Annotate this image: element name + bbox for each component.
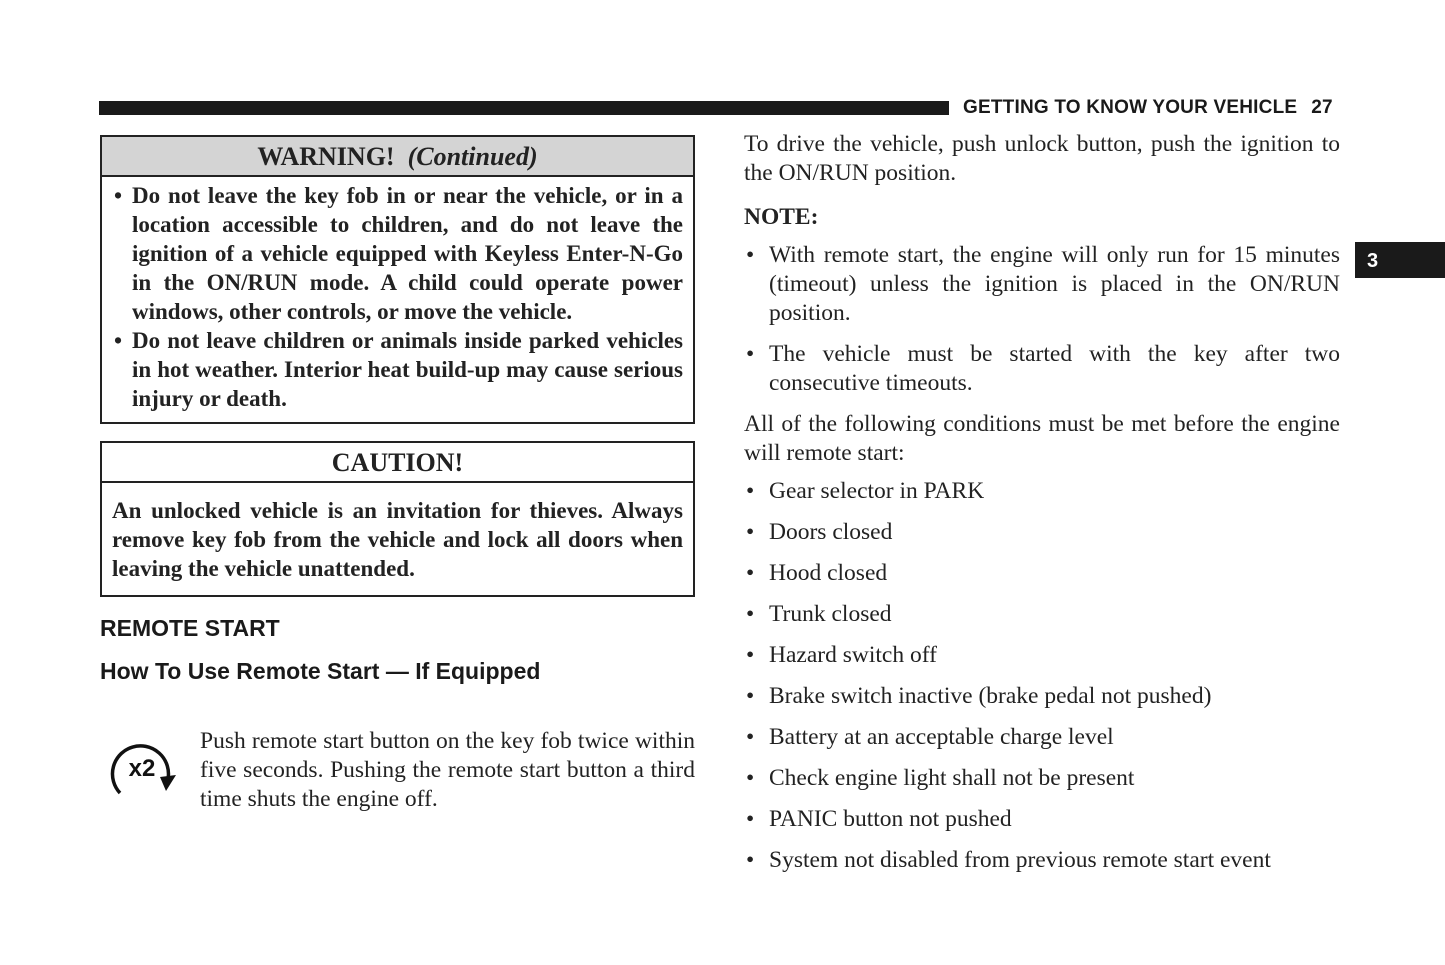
warning-box [100,135,695,424]
condition-item: • Check engine light shall not be present [769,764,1340,793]
condition-item: • System not disabled from previous remote start event [769,846,1340,875]
note-item: • The vehicle must be started with the key after two consecutive timeouts. [769,340,1340,398]
condition-item: • Battery at an acceptable charge level [769,723,1340,752]
intro-paragraph: To drive the vehicle, push unlock button, push the ignition to the ON/RUN position. [744,131,1340,186]
condition-item: • Hood closed [769,559,1340,588]
warning-continued: (Continued) [407,142,538,171]
condition-item: • Trunk closed [769,600,1340,629]
warning-label: WARNING! [257,142,395,171]
caution-title: CAUTION! [102,443,693,483]
conditions-list [744,477,1340,875]
section-title: GETTING TO KNOW YOUR VEHICLE [963,97,1298,118]
caution-text: An unlocked vehicle is an invitation for thieves. Always remove key fob from the vehicle and lock all doors when leaving the vehicle unattended. [112,498,683,581]
condition-item: • Doors closed [769,518,1340,547]
running-header [963,97,1333,119]
remote-start-instruction: Push remote start button on the key fob twice within five seconds. Pushing the remote start button a third time shuts the engine off. [200,728,695,812]
header-rule [99,101,949,115]
remote-start-x2-icon [108,735,178,799]
warning-item: • Do not leave children or animals inside parked vehicles in hot weather. Interior heat build-up may cause serious injury or death. [132,326,683,413]
note-label: NOTE: [744,204,819,230]
condition-item: • Gear selector in PARK [769,477,1340,506]
note-list [744,241,1340,398]
subsection-heading: How To Use Remote Start — If Equipped [100,658,541,684]
section-heading: REMOTE START [100,615,280,641]
chapter-tab: 3 [1355,242,1445,278]
note-item: • With remote start, the engine will only run for 15 minutes (timeout) unless the ignition is placed in the ON/RUN position. [769,241,1340,328]
warning-title [102,137,693,177]
warning-item: • Do not leave the key fob in or near the vehicle, or in a location accessible to children, and do not leave the ignition of a vehicle equipped with Keyless Enter-N-Go in the ON/RUN mode. A child could operate power windows, other controls, or move the vehicle. [132,181,683,326]
caution-box [100,441,695,597]
condition-item: • Hazard switch off [769,641,1340,670]
warning-list [102,177,693,421]
page-number: 27 [1311,97,1333,118]
conditions-intro: All of the following conditions must be met before the engine will remote start: [744,411,1340,466]
icon-label: x2 [128,755,156,782]
condition-item: • PANIC button not pushed [769,805,1340,834]
condition-item: • Brake switch inactive (brake pedal not pushed) [769,682,1340,711]
